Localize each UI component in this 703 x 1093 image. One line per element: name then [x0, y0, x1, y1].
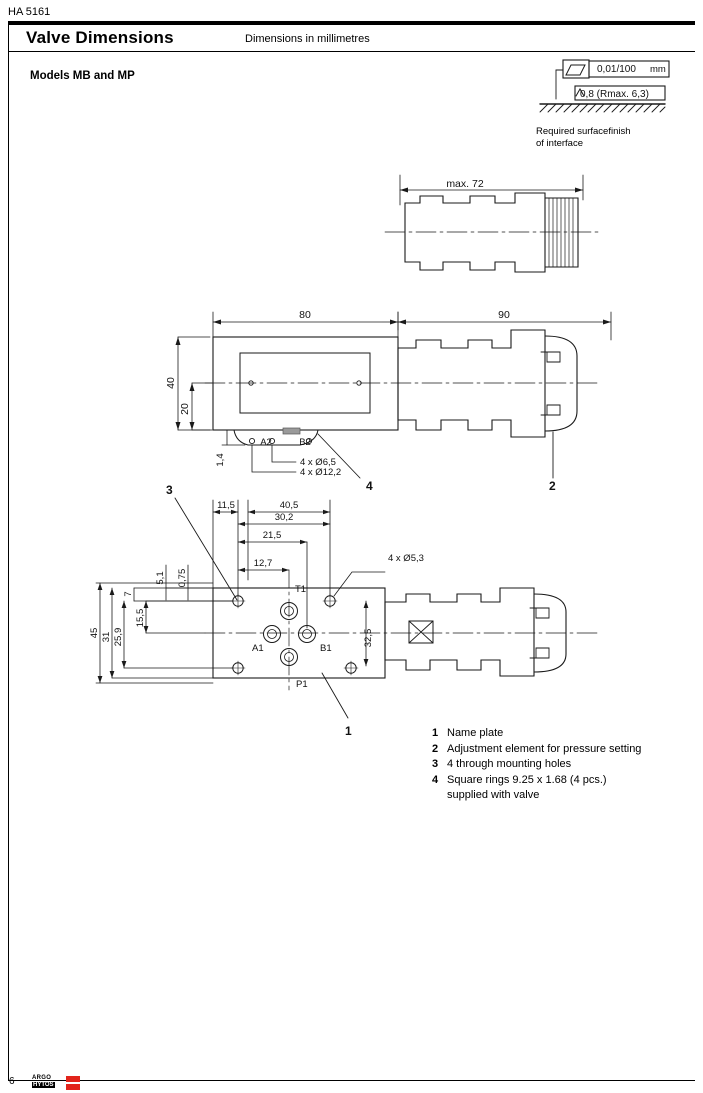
page-number: 6: [9, 1076, 15, 1087]
label-115: 11,5: [217, 500, 235, 511]
logo-square-bottom: [66, 1084, 80, 1090]
legend-text: 4 through mounting holes: [447, 758, 572, 770]
label-40: 40: [165, 377, 177, 389]
label-flatness-unit: mm: [650, 64, 666, 75]
page-title: Valve Dimensions: [26, 28, 174, 47]
legend-number: 4: [432, 773, 439, 786]
surface-finish-caption-line2: of interface: [536, 138, 583, 149]
label-4x122: 4 x Ø12,2: [300, 467, 342, 478]
list-item: [432, 742, 641, 758]
label-51: 5,1: [155, 571, 166, 585]
dim-20: [190, 383, 213, 430]
label-155: 15,5: [135, 608, 146, 628]
ports: [264, 603, 316, 666]
logo-square-top: [66, 1076, 80, 1082]
label-45: 45: [89, 627, 100, 639]
document-code: HA 5161: [8, 6, 51, 18]
middle-views: [205, 330, 600, 445]
page-subtitle: Dimensions in millimetres: [245, 33, 370, 45]
label-075: 0,75: [177, 568, 188, 588]
legend-number: 1: [432, 727, 439, 739]
surface-finish-caption-line1: Required surfacefinish: [536, 126, 631, 137]
label-302: 30,2: [274, 512, 294, 523]
dim-51: [166, 565, 213, 600]
callout-2: 2: [549, 479, 556, 493]
callout-4: 4: [366, 479, 373, 493]
hole-notes-middle: [252, 445, 296, 472]
list-item: [432, 726, 641, 742]
label-259: 25,9: [113, 627, 124, 647]
label-P1: P1: [296, 679, 308, 690]
label-31: 31: [101, 631, 112, 643]
label-A2: A2: [260, 437, 272, 448]
callout-1-leader: [322, 673, 348, 718]
dim-40: [176, 337, 211, 430]
legend-list: [432, 726, 641, 804]
label-B1: B1: [320, 643, 332, 654]
top-side-view: [385, 193, 600, 272]
callout-3: 3: [166, 483, 173, 497]
label-127: 12,7: [253, 558, 273, 569]
label-roughness: 0,8 (Rmax. 6,3): [580, 89, 649, 100]
label-max72: max. 72: [446, 178, 484, 190]
label-A1: A1: [252, 643, 264, 654]
bottom-plan-view: [205, 570, 600, 690]
legend-text: Square rings 9.25 x 1.68 (4 pcs.): [447, 773, 607, 786]
label-215: 21,5: [262, 530, 282, 541]
list-item: [432, 757, 641, 773]
dim-155: [144, 601, 233, 633]
label-4x65: 4 x Ø6,5: [300, 457, 336, 468]
legend-text-continued: supplied with valve: [447, 789, 540, 801]
legend-text: Adjustment element for pressure setting: [447, 742, 642, 755]
label-80: 80: [299, 309, 311, 321]
label-flatness: 0,01/100: [597, 64, 636, 75]
label-7: 7: [123, 591, 134, 597]
label-20: 20: [179, 403, 191, 415]
legend-text: Name plate: [447, 727, 504, 739]
label-90: 90: [498, 309, 510, 321]
list-item: [432, 773, 641, 804]
label-325: 32,5: [363, 628, 374, 648]
label-T1: T1: [295, 584, 307, 595]
dim-max72: [400, 175, 583, 205]
legend-number: 3: [432, 758, 439, 770]
legend-number: 2: [432, 742, 439, 755]
label-4x53: 4 x Ø5,3: [388, 553, 424, 564]
logo-top-text: ARGO: [32, 1075, 52, 1081]
label-405: 40,5: [279, 500, 299, 511]
callout-1: 1: [345, 724, 352, 738]
label-14: 1,4: [215, 453, 226, 467]
surface-finish-caption: [536, 126, 631, 150]
hole-note-53-leader: [334, 572, 385, 596]
label-B2: B2: [299, 437, 311, 448]
logo-bottom-text: HYTOS: [33, 1082, 54, 1088]
model-heading: Models MB and MP: [30, 70, 135, 82]
dim-7: [134, 588, 233, 601]
